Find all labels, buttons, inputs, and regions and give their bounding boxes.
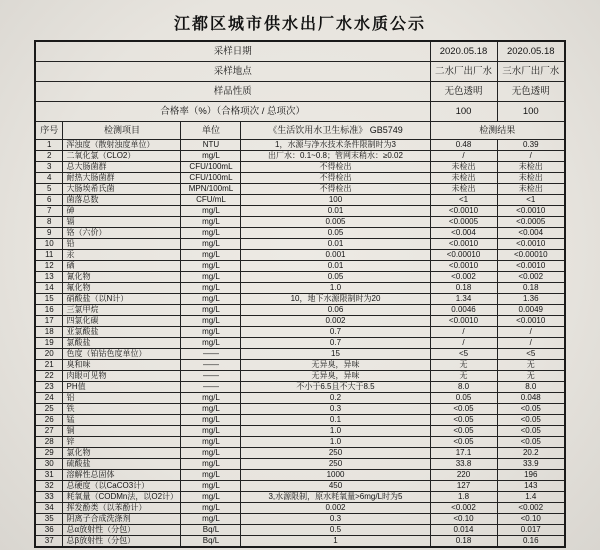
info-row-sample-location [35,62,565,82]
result-plant2: 220 [430,470,497,481]
unit: mg/L [181,426,241,437]
standard-limit: 1 [241,536,430,548]
result-plant3: <0.0010 [497,239,565,250]
pass-rate-label: 合格率（%）（合格项次 / 总项次） [35,102,430,122]
table-row [35,239,565,250]
result-plant3: / [497,151,565,162]
standard-limit: 250 [241,448,430,459]
table-row [35,448,565,459]
standard-limit: 1.0 [241,283,430,294]
row-number: 15 [35,294,63,305]
row-number: 18 [35,327,63,338]
standard-limit: 0.3 [241,514,430,525]
standard-limit: 0.2 [241,393,430,404]
row-number: 13 [35,272,63,283]
table-row [35,492,565,503]
item-name: 总大肠菌群 [63,162,181,173]
row-number: 2 [35,151,63,162]
result-plant3: 无 [497,360,565,371]
table-row [35,305,565,316]
result-plant2: <0.002 [430,503,497,514]
unit: mg/L [181,272,241,283]
standard-limit: 0.3 [241,404,430,415]
row-number: 28 [35,437,63,448]
unit: CFU/100mL [181,173,241,184]
item-name: 挥发酚类（以苯酚计） [63,503,181,514]
result-plant3: <0.05 [497,426,565,437]
unit: mg/L [181,294,241,305]
unit: —— [181,360,241,371]
standard-limit: 不得检出 [241,173,430,184]
table-row [35,283,565,294]
row-number: 25 [35,404,63,415]
result-plant2: <0.002 [430,272,497,283]
row-number: 34 [35,503,63,514]
result-plant3: 无 [497,371,565,382]
table-header-section [35,41,565,140]
standard-limit: 250 [241,459,430,470]
sample-property-plant3: 无色透明 [497,82,565,102]
standard-limit: 出厂水：0.1~0.8；管网末稍水：≥0.02 [241,151,430,162]
item-name: 菌落总数 [63,195,181,206]
unit: mg/L [181,338,241,349]
unit: mg/L [181,492,241,503]
standard-limit: 0.7 [241,327,430,338]
table-row [35,338,565,349]
info-row-pass-rate [35,102,565,122]
unit: mg/L [181,503,241,514]
unit: —— [181,371,241,382]
col-header-no: 序号 [35,122,63,140]
standard-limit: 0.002 [241,503,430,514]
standard-limit: 无异臭，异味 [241,360,430,371]
item-name: 阴离子合成洗涤剂 [63,514,181,525]
result-plant2: 无 [430,371,497,382]
result-plant3: 8.0 [497,382,565,393]
row-number: 17 [35,316,63,327]
table-row [35,140,565,151]
result-plant2: 0.18 [430,283,497,294]
result-plant3: <0.002 [497,503,565,514]
result-plant2: <0.00010 [430,250,497,261]
unit: Bq/L [181,536,241,548]
standard-limit: 10，地下水源限制时为20 [241,294,430,305]
unit: mg/L [181,151,241,162]
sample-date-plant2: 2020.05.18 [430,41,497,62]
row-number: 32 [35,481,63,492]
table-row [35,206,565,217]
standard-limit: 不得检出 [241,162,430,173]
standard-limit: 不小于6.5且不大于8.5 [241,382,430,393]
row-number: 3 [35,162,63,173]
result-plant3: <1 [497,195,565,206]
table-row [35,349,565,360]
item-name: 镉 [63,217,181,228]
table-row [35,261,565,272]
table-row [35,327,565,338]
result-plant3: 196 [497,470,565,481]
unit: NTU [181,140,241,151]
result-plant2: <0.05 [430,437,497,448]
row-number: 7 [35,206,63,217]
result-plant2: <0.05 [430,426,497,437]
unit: mg/L [181,470,241,481]
item-name: 臭和味 [63,360,181,371]
standard-limit: 0.1 [241,415,430,426]
row-number: 37 [35,536,63,548]
water-quality-table [34,40,566,548]
item-name: 氯化物 [63,448,181,459]
sample-date-plant3: 2020.05.18 [497,41,565,62]
result-plant3: <0.05 [497,415,565,426]
table-row [35,217,565,228]
item-name: 大肠埃希氏菌 [63,184,181,195]
item-name: 铜 [63,426,181,437]
unit: mg/L [181,459,241,470]
unit: mg/L [181,250,241,261]
row-number: 6 [35,195,63,206]
column-header-row [35,122,565,140]
result-plant2: / [430,338,497,349]
standard-limit: 无异臭，异味 [241,371,430,382]
result-plant2: 0.18 [430,536,497,548]
result-plant2: / [430,327,497,338]
item-name: 锌 [63,437,181,448]
row-number: 20 [35,349,63,360]
item-name: 硫酸盐 [63,459,181,470]
result-plant3: 33.9 [497,459,565,470]
table-row [35,503,565,514]
result-plant2: <0.004 [430,228,497,239]
result-plant2: <0.0010 [430,239,497,250]
row-number: 9 [35,228,63,239]
unit: CFU/mL [181,195,241,206]
item-name: 亚氯酸盐 [63,327,181,338]
result-plant3: 0.39 [497,140,565,151]
row-number: 14 [35,283,63,294]
result-plant3: 未检出 [497,162,565,173]
row-number: 27 [35,426,63,437]
table-row [35,470,565,481]
pass-rate-plant3: 100 [497,102,565,122]
row-number: 36 [35,525,63,536]
col-header-item: 检测项目 [63,122,181,140]
result-plant3: <0.004 [497,228,565,239]
result-plant2: 1.34 [430,294,497,305]
row-number: 35 [35,514,63,525]
row-number: 21 [35,360,63,371]
result-plant3: 0.18 [497,283,565,294]
standard-limit: 0.06 [241,305,430,316]
row-number: 8 [35,217,63,228]
table-row [35,173,565,184]
result-plant2: 未检出 [430,173,497,184]
standard-limit: 1000 [241,470,430,481]
unit: —— [181,349,241,360]
result-plant3: <0.05 [497,437,565,448]
table-row [35,371,565,382]
sample-location-label: 采样地点 [35,62,430,82]
row-number: 26 [35,415,63,426]
item-name: 三氯甲烷 [63,305,181,316]
standard-limit: 1，水源与净水技术条件限制时为3 [241,140,430,151]
standard-limit: 15 [241,349,430,360]
row-number: 24 [35,393,63,404]
unit: mg/L [181,514,241,525]
page-title: 江都区城市供水出厂水水质公示 [173,16,426,33]
table-row [35,184,565,195]
result-plant2: 127 [430,481,497,492]
unit: mg/L [181,206,241,217]
table-row [35,481,565,492]
unit: CFU/100mL [181,162,241,173]
item-name: 耐热大肠菌群 [63,173,181,184]
result-plant3: <0.0005 [497,217,565,228]
unit: mg/L [181,239,241,250]
unit: mg/L [181,404,241,415]
table-row [35,272,565,283]
item-name: 二氧化氯（CLO2） [63,151,181,162]
table-row [35,437,565,448]
table-row [35,360,565,371]
result-plant3: <0.002 [497,272,565,283]
standard-limit: 1.0 [241,426,430,437]
result-plant3: 未检出 [497,184,565,195]
standard-limit: 1.0 [241,437,430,448]
result-plant2: 33.8 [430,459,497,470]
pass-rate-plant2: 100 [430,102,497,122]
result-plant2: 0.48 [430,140,497,151]
row-number: 22 [35,371,63,382]
standard-limit: 0.01 [241,261,430,272]
item-name: 总β放射性（分包） [63,536,181,548]
table-row [35,382,565,393]
item-name: 砷 [63,206,181,217]
row-number: 10 [35,239,63,250]
row-number: 1 [35,140,63,151]
unit: MPN/100mL [181,184,241,195]
unit: —— [181,382,241,393]
item-name: 总α放射性（分包） [63,525,181,536]
result-plant2: <0.0010 [430,316,497,327]
result-plant3: <0.0010 [497,316,565,327]
unit: mg/L [181,228,241,239]
item-name: 色度（铂钴色度单位） [63,349,181,360]
item-name: 铬（六价） [63,228,181,239]
item-name: PH值 [63,382,181,393]
unit: mg/L [181,283,241,294]
item-name: 浑浊度（散射浊度单位） [63,140,181,151]
table-data-section [35,140,565,548]
standard-limit: 0.01 [241,239,430,250]
standard-limit: 100 [241,195,430,206]
unit: mg/L [181,448,241,459]
result-plant3: <0.05 [497,404,565,415]
result-plant3: 0.048 [497,393,565,404]
standard-limit: 0.001 [241,250,430,261]
result-plant3: / [497,327,565,338]
col-header-result: 检测结果 [430,122,565,140]
result-plant2: 未检出 [430,162,497,173]
item-name: 耗氧量（CODMn法，以O2计） [63,492,181,503]
result-plant3: 0.0049 [497,305,565,316]
result-plant2: 8.0 [430,382,497,393]
item-name: 氟化物 [63,283,181,294]
standard-limit: 0.01 [241,206,430,217]
item-name: 氯酸盐 [63,338,181,349]
item-name: 溶解性总固体 [63,470,181,481]
result-plant3: 20.2 [497,448,565,459]
result-plant2: 17.1 [430,448,497,459]
unit: mg/L [181,481,241,492]
result-plant3: 0.017 [497,525,565,536]
row-number: 23 [35,382,63,393]
sample-date-label: 采样日期 [35,41,430,62]
sample-property-plant2: 无色透明 [430,82,497,102]
unit: mg/L [181,415,241,426]
result-plant3: <0.0010 [497,206,565,217]
table-row [35,426,565,437]
result-plant3: 143 [497,481,565,492]
result-plant3: 1.4 [497,492,565,503]
item-name: 四氯化碳 [63,316,181,327]
item-name: 铅 [63,239,181,250]
table-row [35,294,565,305]
result-plant3: 1.36 [497,294,565,305]
row-number: 11 [35,250,63,261]
result-plant2: <0.05 [430,415,497,426]
item-name: 肉眼可见物 [63,371,181,382]
item-name: 硒 [63,261,181,272]
item-name: 总硬度（以CaCO3计） [63,481,181,492]
table-row [35,195,565,206]
row-number: 29 [35,448,63,459]
result-plant3: 0.16 [497,536,565,548]
standard-limit: 0.05 [241,272,430,283]
table-row [35,536,565,548]
row-number: 33 [35,492,63,503]
row-number: 30 [35,459,63,470]
item-name: 铝 [63,393,181,404]
col-header-unit: 单位 [181,122,241,140]
result-plant3: / [497,338,565,349]
unit: mg/L [181,217,241,228]
standard-limit: 0.005 [241,217,430,228]
col-header-standard: 《生活饮用水卫生标准》 GB5749 [241,122,430,140]
table-row [35,393,565,404]
result-plant2: 未检出 [430,184,497,195]
item-name: 硝酸盐（以N计） [63,294,181,305]
standard-limit: 0.5 [241,525,430,536]
table-row [35,525,565,536]
standard-limit: 3,水源限制，原水耗氧量>6mg/L时为5 [241,492,430,503]
info-row-sample-property [35,82,565,102]
result-plant3: <0.10 [497,514,565,525]
row-number: 19 [35,338,63,349]
result-plant3: <0.00010 [497,250,565,261]
result-plant2: / [430,151,497,162]
sample-location-plant2: 二水厂出厂水 [430,62,497,82]
unit: mg/L [181,437,241,448]
sample-location-plant3: 三水厂出厂水 [497,62,565,82]
unit: mg/L [181,327,241,338]
table-row [35,250,565,261]
result-plant2: <0.0010 [430,261,497,272]
result-plant2: <0.10 [430,514,497,525]
item-name: 汞 [63,250,181,261]
row-number: 16 [35,305,63,316]
table-row [35,228,565,239]
unit: mg/L [181,305,241,316]
standard-limit: 0.002 [241,316,430,327]
table-row [35,415,565,426]
row-number: 4 [35,173,63,184]
result-plant2: 0.014 [430,525,497,536]
table-row [35,316,565,327]
row-number: 12 [35,261,63,272]
result-plant2: <0.0005 [430,217,497,228]
result-plant3: <5 [497,349,565,360]
unit: mg/L [181,393,241,404]
result-plant2: <0.0010 [430,206,497,217]
result-plant2: <0.05 [430,404,497,415]
standard-limit: 不得检出 [241,184,430,195]
table-row [35,459,565,470]
unit: Bq/L [181,525,241,536]
result-plant2: 1.8 [430,492,497,503]
table-row [35,404,565,415]
table-row [35,162,565,173]
row-number: 31 [35,470,63,481]
unit: mg/L [181,261,241,272]
result-plant3: <0.0010 [497,261,565,272]
result-plant3: 未检出 [497,173,565,184]
sample-property-label: 样品性质 [35,82,430,102]
table-row [35,151,565,162]
standard-limit: 0.7 [241,338,430,349]
result-plant2: 0.05 [430,393,497,404]
unit: mg/L [181,316,241,327]
table-row [35,514,565,525]
standard-limit: 450 [241,481,430,492]
standard-limit: 0.05 [241,228,430,239]
item-name: 氰化物 [63,272,181,283]
result-plant2: 0.0046 [430,305,497,316]
result-plant2: <1 [430,195,497,206]
row-number: 5 [35,184,63,195]
info-row-sample-date [35,41,565,62]
result-plant2: 无 [430,360,497,371]
result-plant2: <5 [430,349,497,360]
item-name: 锰 [63,415,181,426]
item-name: 铁 [63,404,181,415]
